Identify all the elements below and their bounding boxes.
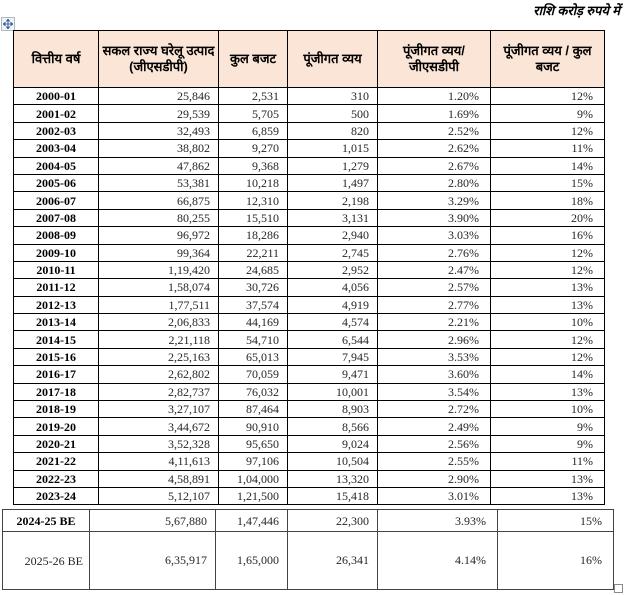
table-row [14,401,605,418]
table-row [14,296,605,313]
value-cell: 16% [498,532,614,590]
value-cell: 10% [491,314,605,331]
value-cell: 9,024 [288,435,378,452]
value-cell: 13,320 [288,470,378,487]
table-row [14,279,605,296]
value-cell: 22,300 [288,510,378,532]
year-cell: 2020-21 [14,435,99,452]
value-cell: 9,368 [219,157,288,174]
year-cell: 2010-11 [14,261,99,278]
value-cell: 3.29% [378,192,491,209]
value-cell: 18,286 [219,227,288,244]
table-row [14,418,605,435]
value-cell: 30,726 [219,279,288,296]
value-cell: 2,940 [288,227,378,244]
value-cell: 2.96% [378,331,491,348]
value-cell: 2,62,802 [99,366,219,383]
value-cell: 24,685 [219,261,288,278]
value-cell: 8,566 [288,418,378,435]
value-cell: 47,862 [99,157,219,174]
value-cell: 4,919 [288,296,378,313]
year-cell: 2017-18 [14,383,99,400]
year-cell: 2009-10 [14,244,99,261]
value-cell: 90,910 [219,418,288,435]
value-cell: 2,25,163 [99,348,219,365]
value-cell: 12% [491,88,605,105]
value-cell: 3,52,328 [99,435,219,452]
value-cell: 14% [491,366,605,383]
year-cell: 2003-04 [14,140,99,157]
table-move-handle[interactable] [1,17,15,31]
value-cell: 2.52% [378,122,491,139]
value-cell: 3.03% [378,227,491,244]
value-cell: 66,875 [99,192,219,209]
year-cell: 2007-08 [14,209,99,226]
header-fiscal-year: वित्तीय वर्ष [14,31,99,88]
year-cell: 2004-05 [14,157,99,174]
value-cell: 12,310 [219,192,288,209]
value-cell: 2.57% [378,279,491,296]
value-cell: 13% [491,383,605,400]
year-cell: 2015-16 [14,348,99,365]
value-cell: 2.21% [378,314,491,331]
year-cell: 2006-07 [14,192,99,209]
table-row [14,157,605,174]
value-cell: 11% [491,453,605,470]
year-cell: 2000-01 [14,88,99,105]
year-cell: 2023-24 [14,487,99,504]
value-cell: 8,903 [288,401,378,418]
value-cell: 15,510 [219,209,288,226]
year-cell: 2001-02 [14,105,99,122]
value-cell: 38,802 [99,140,219,157]
value-cell: 76,032 [219,383,288,400]
value-cell: 1,77,511 [99,296,219,313]
value-cell: 10,218 [219,174,288,191]
value-cell: 70,059 [219,366,288,383]
year-cell: 2008-09 [14,227,99,244]
value-cell: 3,44,672 [99,418,219,435]
value-cell: 12% [491,348,605,365]
table-row [14,314,605,331]
value-cell: 310 [288,88,378,105]
table-row [3,510,614,532]
value-cell: 2.67% [378,157,491,174]
value-cell: 3.54% [378,383,491,400]
value-cell: 2,06,833 [99,314,219,331]
table-row [3,532,614,590]
header-capex-to-gsdp: पूंजीगत व्यय/ जीएसडीपी [378,31,491,88]
value-cell: 15% [491,174,605,191]
value-cell: 3,131 [288,209,378,226]
value-cell: 5,67,880 [90,510,216,532]
value-cell: 2,952 [288,261,378,278]
value-cell: 12% [491,244,605,261]
year-cell: 2012-13 [14,296,99,313]
value-cell: 16% [491,227,605,244]
value-cell: 2,745 [288,244,378,261]
value-cell: 65,013 [219,348,288,365]
value-cell: 13% [491,279,605,296]
value-cell: 22,211 [219,244,288,261]
value-cell: 1,497 [288,174,378,191]
value-cell: 3.60% [378,366,491,383]
year-cell: 2011-12 [14,279,99,296]
value-cell: 2.55% [378,453,491,470]
header-gsdp: सकल राज्य घरेलू उत्पाद (जीएसडीपी) [99,31,219,88]
header-total-budget: कुल बजट [219,31,288,88]
value-cell: 9% [491,418,605,435]
value-cell: 80,255 [99,209,219,226]
value-cell: 11% [491,140,605,157]
value-cell: 12% [491,122,605,139]
value-cell: 10,001 [288,383,378,400]
table-row [14,331,605,348]
table-row [14,261,605,278]
value-cell: 2.72% [378,401,491,418]
table-row [14,348,605,365]
table-row [14,174,605,191]
fiscal-data-table [13,30,605,505]
four-way-arrow-icon [3,19,13,29]
value-cell: 97,106 [219,453,288,470]
header-capital-expenditure: पूंजीगत व्यय [288,31,378,88]
value-cell: 3.93% [378,510,498,532]
value-cell: 13% [491,296,605,313]
value-cell: 96,972 [99,227,219,244]
value-cell: 18% [491,192,605,209]
value-cell: 4.14% [378,532,498,590]
table-row [14,227,605,244]
header-row [14,31,605,88]
value-cell: 10% [491,401,605,418]
value-cell: 6,544 [288,331,378,348]
value-cell: 26,341 [288,532,378,590]
value-cell: 1.69% [378,105,491,122]
value-cell: 20% [491,209,605,226]
value-cell: 2,21,118 [99,331,219,348]
value-cell: 13% [491,487,605,504]
value-cell: 37,574 [219,296,288,313]
table-row [14,105,605,122]
table-row [14,140,605,157]
value-cell: 820 [288,122,378,139]
value-cell: 2.90% [378,470,491,487]
value-cell: 2.76% [378,244,491,261]
table-row [14,453,605,470]
value-cell: 5,705 [219,105,288,122]
year-cell: 2018-19 [14,401,99,418]
value-cell: 95,650 [219,435,288,452]
table-row [14,435,605,452]
value-cell: 6,35,917 [90,532,216,590]
value-cell: 2.62% [378,140,491,157]
value-cell: 4,11,613 [99,453,219,470]
value-cell: 1,47,446 [216,510,288,532]
table-row [14,88,605,105]
value-cell: 2,198 [288,192,378,209]
table-row [14,244,605,261]
value-cell: 500 [288,105,378,122]
table-row [14,192,605,209]
value-cell: 32,493 [99,122,219,139]
budget-estimate-table [2,509,614,590]
value-cell: 3.90% [378,209,491,226]
value-cell: 9% [491,435,605,452]
value-cell: 1,65,000 [216,532,288,590]
value-cell: 9,270 [219,140,288,157]
value-cell: 53,381 [99,174,219,191]
value-cell: 15,418 [288,487,378,504]
value-cell: 2,531 [219,88,288,105]
value-cell: 3,27,107 [99,401,219,418]
table-row [14,209,605,226]
table-row [14,487,605,504]
value-cell: 14% [491,157,605,174]
value-cell: 2.56% [378,435,491,452]
year-cell: 2025-26 BE [3,532,90,590]
year-cell: 2014-15 [14,331,99,348]
value-cell: 3.53% [378,348,491,365]
value-cell: 1,58,074 [99,279,219,296]
value-cell: 2.80% [378,174,491,191]
value-cell: 29,539 [99,105,219,122]
year-cell: 2002-03 [14,122,99,139]
year-cell: 2013-14 [14,314,99,331]
value-cell: 1,21,500 [219,487,288,504]
value-cell: 4,58,891 [99,470,219,487]
year-cell: 2005-06 [14,174,99,191]
year-cell: 2021-22 [14,453,99,470]
value-cell: 13% [491,470,605,487]
header-capex-to-budget: पूंजीगत व्यय / कुल बजट [491,31,605,88]
table-row [14,383,605,400]
year-cell: 2016-17 [14,366,99,383]
value-cell: 2,82,737 [99,383,219,400]
value-cell: 2.47% [378,261,491,278]
value-cell: 1,04,000 [219,470,288,487]
value-cell: 87,464 [219,401,288,418]
value-cell: 1,015 [288,140,378,157]
value-cell: 54,710 [219,331,288,348]
value-cell: 7,945 [288,348,378,365]
year-cell: 2024-25 BE [3,510,90,532]
year-cell: 2022-23 [14,470,99,487]
value-cell: 2.77% [378,296,491,313]
value-cell: 9,471 [288,366,378,383]
value-cell: 5,12,107 [99,487,219,504]
value-cell: 1,279 [288,157,378,174]
value-cell: 12% [491,261,605,278]
value-cell: 9% [491,105,605,122]
value-cell: 12% [491,331,605,348]
year-cell: 2019-20 [14,418,99,435]
value-cell: 44,169 [219,314,288,331]
value-cell: 1.20% [378,88,491,105]
table-resize-handle[interactable] [614,584,623,593]
table-row [14,470,605,487]
value-cell: 4,574 [288,314,378,331]
value-cell: 25,846 [99,88,219,105]
table-row [14,366,605,383]
table-row [14,122,605,139]
amount-unit-note: राशि करोड़ रुपये में [533,3,620,18]
value-cell: 99,364 [99,244,219,261]
value-cell: 1,19,420 [99,261,219,278]
value-cell: 4,056 [288,279,378,296]
value-cell: 15% [498,510,614,532]
value-cell: 2.49% [378,418,491,435]
value-cell: 10,504 [288,453,378,470]
value-cell: 3.01% [378,487,491,504]
value-cell: 6,859 [219,122,288,139]
